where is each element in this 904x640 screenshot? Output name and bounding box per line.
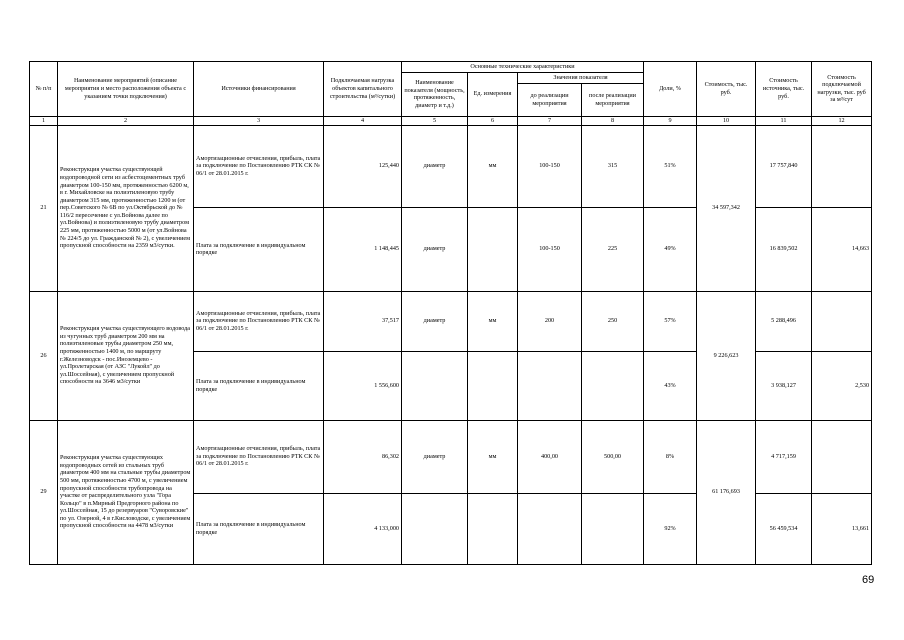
value-before: 100-150: [518, 125, 582, 207]
source-cost: 17 757,840: [756, 125, 812, 207]
row-number: 29: [30, 420, 58, 564]
value-after: [582, 351, 644, 420]
financing-source: Амортизационные отчисления, прибыль, плата за подключение по Постановлению РТК СК № 06/1 от 28.01.2015 г.: [194, 420, 324, 493]
header-after: после реализации мероприятия: [582, 83, 644, 116]
share-percent: 57%: [644, 291, 697, 351]
header-name: Наименование мероприятий (описание мероприятия и место расположения объекта с указанием точки подключения): [58, 62, 194, 117]
investment-program-table: [29, 61, 872, 565]
header-source-cost: Стоимость источника, тыс. руб.: [756, 62, 812, 117]
value-after: 250: [582, 291, 644, 351]
indicator-name: диаметр: [402, 291, 468, 351]
column-number: 2: [58, 116, 194, 125]
table-row: [30, 125, 872, 207]
source-cost: 5 288,496: [756, 291, 812, 351]
share-percent: 92%: [644, 493, 697, 564]
column-number: 3: [194, 116, 324, 125]
column-number: 10: [697, 116, 756, 125]
header-unit-cost: Стоимость подключаемой нагрузки, тыс. руб за м³/сут: [812, 62, 872, 117]
value-before: 200: [518, 291, 582, 351]
column-number: 8: [582, 116, 644, 125]
unit-cost: 14,663: [812, 207, 872, 291]
indicator-name: диаметр: [402, 207, 468, 291]
header-load: Подключаемая нагрузка объектов капитального строительства (м³/сутки): [324, 62, 402, 117]
connected-load: 4 133,000: [324, 493, 402, 564]
row-description: Реконструкция участка существующего водовода из чугунных труб диаметром 200 мм на полиэтиленовые трубы диаметром 250 мм, протяженностью 1400 м, по маршруту г.Железноводск - пос.Иноземцево - ул.Пролетарская (от АЗС "Лукойл" до ул.Шоссейная), с увеличением пропускной способности на 3646 м3/сутки: [58, 291, 194, 420]
source-cost: 4 717,159: [756, 420, 812, 493]
indicator-name: диаметр: [402, 125, 468, 207]
column-number: 1: [30, 116, 58, 125]
column-number: 4: [324, 116, 402, 125]
row-description: Реконструкция участка существующей водопроводной сети из асбестоцементных труб диаметром 100-150 мм, протяженностью 6200 м, в г. Михайловске на полиэтиленовую трубу диаметром 315 мм, протяженностью 1200 м (от пер.Советского № 6В по ул.Октябрьской до № 116/2 пересечение с ул.Войнова далее по ул.Войнова) и полиэтиленовую трубу диаметром 225 мм, протяженностью 5000 м (от ул.Войнова № 224/5 до ул. Гражданской № 2), с увеличением пропускной способности на 2359 м3/сутки.: [58, 125, 194, 291]
total-cost: 34 597,342: [697, 125, 756, 291]
column-number: 12: [812, 116, 872, 125]
unit-cost: [812, 420, 872, 493]
source-cost: 16 839,502: [756, 207, 812, 291]
share-percent: 43%: [644, 351, 697, 420]
value-after: 225: [582, 207, 644, 291]
header-share: Доли, %: [644, 62, 697, 117]
unit-cost: [812, 125, 872, 207]
indicator-unit: [468, 207, 518, 291]
indicator-unit: мм: [468, 420, 518, 493]
table-row: [30, 291, 872, 351]
financing-source: Амортизационные отчисления, прибыль, плата за подключение по Постановлению РТК СК № 06/1 от 28.01.2015 г.: [194, 291, 324, 351]
connected-load: 1 148,445: [324, 207, 402, 291]
source-cost: 3 938,127: [756, 351, 812, 420]
connected-load: 86,302: [324, 420, 402, 493]
header-source: Источники финансирования: [194, 62, 324, 117]
header-unit: Ед. измерения: [468, 72, 518, 116]
value-before: 100-150: [518, 207, 582, 291]
row-description: Реконструкция участка существующих водопроводных сетей из стальных труб диаметром 400 мм на стальные трубы диаметром 500 мм, протяженностью 4700 м, с увеличением пропускной способности трубопровода на участке от распределительного узла "Гора Кольцо" в п.Мирный Предгорного района по ул.Шоссейная, 15 до резервуаров "Суворовские" по ул. Озерной, 4 в г.Кисловодске, с увеличением пропускной способности на 4478 м3/сутки: [58, 420, 194, 564]
header-indicator-values: Значения показателя: [518, 72, 644, 83]
indicator-unit: [468, 351, 518, 420]
share-percent: 51%: [644, 125, 697, 207]
financing-source: Амортизационные отчисления, прибыль, плата за подключение по Постановлению РТК СК № 06/1 от 28.01.2015 г.: [194, 125, 324, 207]
value-after: 500,00: [582, 420, 644, 493]
indicator-unit: [468, 493, 518, 564]
value-after: 315: [582, 125, 644, 207]
column-number-row: [30, 116, 872, 125]
indicator-unit: мм: [468, 291, 518, 351]
indicator-name: диаметр: [402, 420, 468, 493]
header-cost: Стоимость, тыс. руб.: [697, 62, 756, 117]
share-percent: 8%: [644, 420, 697, 493]
total-cost: 9 226,623: [697, 291, 756, 420]
column-number: 11: [756, 116, 812, 125]
financing-source: Плата за подключение в индивидуальном порядке: [194, 351, 324, 420]
source-cost: 56 459,534: [756, 493, 812, 564]
row-number: 26: [30, 291, 58, 420]
indicator-name: [402, 493, 468, 564]
column-number: 7: [518, 116, 582, 125]
indicator-unit: мм: [468, 125, 518, 207]
column-number: 5: [402, 116, 468, 125]
column-number: 9: [644, 116, 697, 125]
column-number: 6: [468, 116, 518, 125]
header-tech: Основные технические характеристики: [402, 62, 644, 73]
value-before: [518, 351, 582, 420]
page-number: 69: [862, 574, 875, 586]
header-indicator-name: Наименование показателя (мощность, протяженность, диаметр и т.д.): [402, 72, 468, 116]
value-after: [582, 493, 644, 564]
total-cost: 61 176,693: [697, 420, 756, 564]
financing-source: Плата за подключение в индивидуальном порядке: [194, 207, 324, 291]
header-before: до реализации мероприятия: [518, 83, 582, 116]
value-before: [518, 493, 582, 564]
header-no: № п/п: [30, 62, 58, 117]
share-percent: 49%: [644, 207, 697, 291]
connected-load: 125,440: [324, 125, 402, 207]
connected-load: 1 556,600: [324, 351, 402, 420]
row-number: 21: [30, 125, 58, 291]
unit-cost: [812, 291, 872, 351]
unit-cost: 13,661: [812, 493, 872, 564]
unit-cost: 2,530: [812, 351, 872, 420]
value-before: 400,00: [518, 420, 582, 493]
indicator-name: [402, 351, 468, 420]
financing-source: Плата за подключение в индивидуальном порядке: [194, 493, 324, 564]
table-row: [30, 420, 872, 493]
connected-load: 37,517: [324, 291, 402, 351]
